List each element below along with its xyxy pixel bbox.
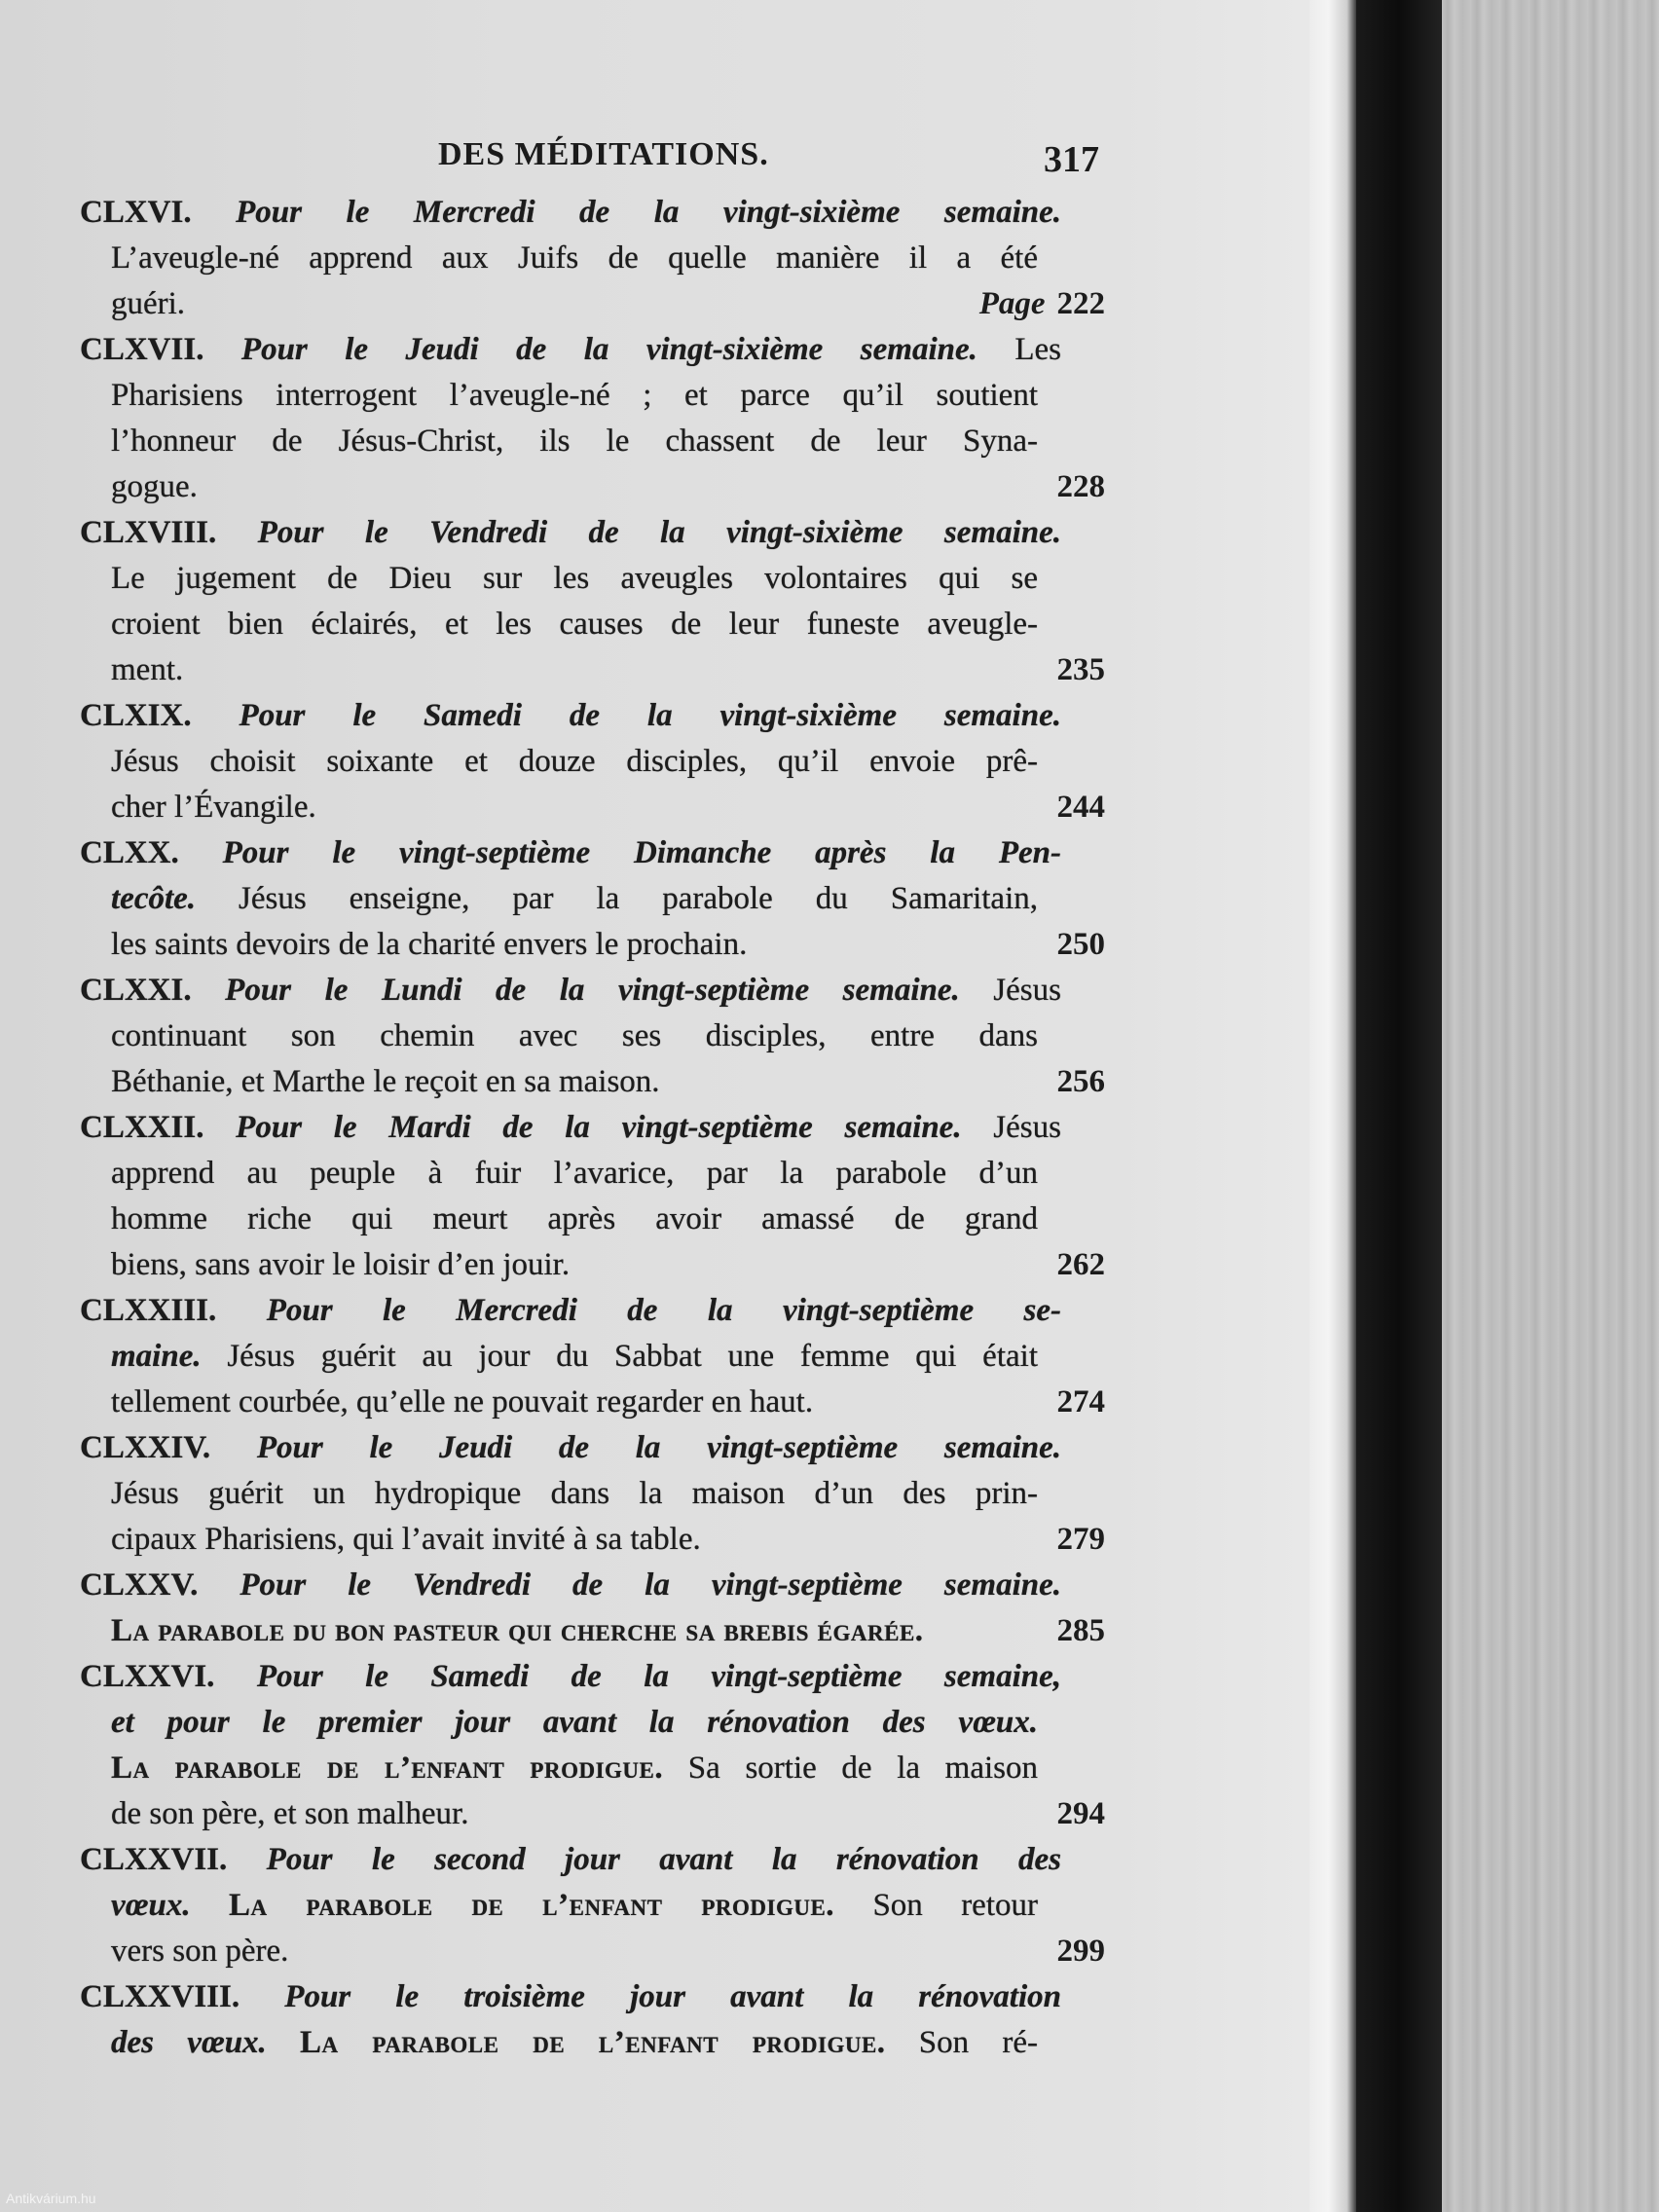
entry-text: tellement courbée, qu’elle ne pouvait regarder en haut. — [111, 1384, 814, 1419]
entry-page-ref — [1057, 1059, 1106, 1105]
entry-text-line — [111, 1197, 1038, 1242]
parable-title: La parabole de l’enfant prodigue. — [300, 2025, 886, 2060]
page-label: Page — [978, 286, 1046, 321]
entry-page-ref — [1057, 1608, 1106, 1654]
entry-heading-line — [80, 1105, 1061, 1151]
entry-text-line — [111, 1471, 1038, 1517]
wood-background — [1442, 0, 1659, 2212]
running-header — [0, 136, 1309, 185]
entry-day-title: Pour le Samedi de la vingt-septième semaine, — [256, 1659, 1061, 1694]
entry-number: CLXXV. — [80, 1567, 240, 1603]
entry-text-line — [111, 419, 1038, 464]
entry-text-line — [111, 1791, 1038, 1837]
watermark: Antikvárium.hu — [6, 2191, 96, 2206]
page-gutter — [1309, 0, 1356, 2212]
entry-day-title: Pour le Mardi de la vingt-septième semaine. — [236, 1110, 962, 1145]
entry-text-line — [111, 1517, 1038, 1563]
entry-text: Jésus — [961, 1110, 1061, 1145]
entry-text-line — [111, 1700, 1038, 1746]
entry-number: CLXVIII. — [80, 515, 258, 550]
entry-text-line — [111, 602, 1038, 647]
entry-page-ref — [1057, 785, 1106, 830]
entry-text-line — [111, 464, 1038, 510]
entry-number: CLXVI. — [80, 195, 237, 230]
entry-page-ref — [1057, 1517, 1106, 1563]
entry-page-ref — [1057, 647, 1106, 693]
entry-text: vers son père. — [111, 1934, 289, 1969]
parable-title: La parabole de l’enfant prodigue. — [111, 1751, 664, 1786]
entry-text: guéri. — [111, 286, 186, 321]
page-ref-number: 250 — [1056, 927, 1105, 962]
entry-page-ref — [1057, 1929, 1106, 1974]
entry-number: CLXXIV. — [80, 1430, 257, 1465]
parable-title: La parabole de l’enfant prodigue. — [228, 1888, 835, 1923]
entry-text: cher l’Évangile. — [111, 790, 316, 825]
page-ref-number: 294 — [1056, 1796, 1105, 1831]
entry-text: Sa sortie de la maison — [663, 1751, 1038, 1786]
entry-text-line — [111, 1014, 1038, 1059]
entry-page-ref — [979, 281, 1105, 327]
page-ref-number: 235 — [1056, 652, 1105, 687]
entry-text-line — [111, 373, 1038, 419]
entry-number: CLXVII. — [80, 332, 241, 367]
entry-heading-line — [80, 968, 1061, 1014]
entry-text: Jésus choisit soixante et douze disciples, qu’il envoie prê- — [111, 744, 1038, 779]
entry-heading-line — [80, 1837, 1061, 1883]
entry-text: Béthanie, et Marthe le reçoit en sa maison. — [111, 1064, 660, 1099]
page-ref-number: 244 — [1056, 790, 1105, 825]
entry-day-title: Pour le Lundi de la vingt-septième semaine. — [225, 973, 960, 1008]
entry-number: CLXIX. — [80, 698, 240, 733]
page-ref-number: 262 — [1056, 1247, 1105, 1282]
entry-text-line — [111, 1929, 1038, 1974]
entry-text: homme riche qui meurt après avoir amassé de grand — [111, 1201, 1038, 1236]
parable-title: La parabole du bon pasteur qui cherche sa brebis égarée. — [111, 1613, 924, 1648]
entry-text: de son père, et son malheur. — [111, 1796, 469, 1831]
entry-text: continuant son chemin avec ses disciples, entre dans — [111, 1018, 1038, 1053]
entry-day-title: des vœux. — [111, 2025, 301, 2060]
entry-text: Jésus guérit au jour du Sabbat une femme qui était — [201, 1339, 1038, 1374]
entry-number: CLXXVI. — [80, 1659, 257, 1694]
page-ref-number: 279 — [1056, 1522, 1105, 1557]
entry-heading-line — [80, 327, 1061, 373]
entry-day-title: Pour le Vendredi de la vingt-septième semaine. — [240, 1567, 1062, 1603]
page-ref-number: 285 — [1056, 1613, 1105, 1648]
entry-day-title: Pour le Jeudi de la vingt-sixième semaine. — [240, 332, 977, 367]
page-ref-number: 222 — [1056, 286, 1105, 321]
entry-page-ref — [1057, 1380, 1106, 1425]
entry-text: apprend au peuple à fuir l’avarice, par la parabole d’un — [111, 1156, 1038, 1191]
entry-text: Jésus — [959, 973, 1061, 1008]
entry-heading-line — [80, 1288, 1061, 1334]
entry-text: Jésus enseigne, par la parabole du Samaritain, — [196, 881, 1038, 916]
entry-heading-line — [80, 190, 1061, 236]
entry-day-title: Pour le Vendredi de la vingt-sixième semaine. — [257, 515, 1061, 550]
entry-heading-line — [80, 830, 1061, 876]
entry-text: biens, sans avoir le loisir d’en jouir. — [111, 1247, 571, 1282]
entry-day-title: maine. — [111, 1339, 202, 1374]
page-ref-number: 228 — [1056, 469, 1105, 504]
entry-text: Pharisiens interrogent l’aveugle-né ; et parce qu’il soutient — [111, 378, 1038, 413]
entry-day-title: Pour le troisième jour avant la rénovation — [284, 1979, 1061, 2014]
entry-page-ref — [1057, 464, 1106, 510]
entry-text-line — [111, 922, 1038, 968]
entry-text-line — [111, 1242, 1038, 1288]
entry-text: l’honneur de Jésus-Christ, ils le chassent de leur Syna- — [111, 424, 1038, 459]
entry-number: CLXXIII. — [80, 1293, 267, 1328]
page-ref-number: 299 — [1056, 1934, 1105, 1969]
entry-text-line — [111, 556, 1038, 602]
entry-text: Le jugement de Dieu sur les aveugles volontaires qui se — [111, 561, 1038, 596]
entry-text-line — [111, 2020, 1038, 2066]
entry-day-title: Pour le Jeudi de la vingt-septième semaine. — [256, 1430, 1061, 1465]
book-edge-band — [1356, 0, 1442, 2212]
entry-number: CLXXII. — [80, 1110, 237, 1145]
entry-text: Jésus guérit un hydropique dans la maison d’un des prin- — [111, 1476, 1038, 1511]
entry-number: CLXX. — [80, 835, 223, 870]
entry-text-line — [111, 1380, 1038, 1425]
entry-day-title: Pour le second jour avant la rénovation des — [266, 1842, 1061, 1877]
entry-number: CLXXVIII. — [80, 1979, 285, 2014]
entry-heading-line — [80, 1974, 1061, 2020]
page-ref-number: 274 — [1056, 1384, 1105, 1419]
entry-text: Son ré- — [885, 2025, 1038, 2060]
entry-text: les saints devoirs de la charité envers le prochain. — [111, 927, 748, 962]
entry-day-title: Pour le Mercredi de la vingt-septième se- — [266, 1293, 1061, 1328]
entry-text-line — [111, 785, 1038, 830]
entry-text: cipaux Pharisiens, qui l’avait invité à sa table. — [111, 1522, 701, 1557]
page-number: 317 — [1044, 139, 1099, 180]
entry-text: L’aveugle-né apprend aux Juifs de quelle manière il a été — [111, 240, 1038, 276]
entry-day-title: Pour le vingt-septième Dimanche après la Pen- — [222, 835, 1061, 870]
entry-text-line — [111, 281, 1038, 327]
entry-text-line — [111, 1746, 1038, 1791]
entry-heading-line — [80, 510, 1061, 556]
entry-day-title: et pour le premier jour avant la rénovation des vœux. — [111, 1705, 1038, 1740]
entry-text-line — [111, 739, 1038, 785]
entry-text-line — [111, 1059, 1038, 1105]
entry-text: ment. — [111, 652, 184, 687]
entry-text: croient bien éclairés, et les causes de leur funeste aveugle- — [111, 607, 1038, 642]
entry-heading-line — [80, 1563, 1061, 1608]
entry-text-line — [111, 1608, 1038, 1654]
entry-number: CLXXVII. — [80, 1842, 267, 1877]
entry-text-line — [111, 236, 1038, 281]
entry-day-title: vœux. — [111, 1888, 229, 1923]
entry-page-ref — [1057, 922, 1106, 968]
entry-text-line — [111, 647, 1038, 693]
entry-day-title: tecôte. — [111, 881, 197, 916]
entry-text: Les — [977, 332, 1061, 367]
entry-text-line — [111, 876, 1038, 922]
page-ref-number: 256 — [1056, 1064, 1105, 1099]
entry-page-ref — [1057, 1242, 1106, 1288]
entry-day-title: Pour le Samedi de la vingt-sixième semaine. — [239, 698, 1061, 733]
entry-text-line — [111, 1334, 1038, 1380]
entry-number: CLXXI. — [80, 973, 226, 1008]
entry-text: Son retour — [834, 1888, 1038, 1923]
entry-text-line — [111, 1151, 1038, 1197]
entry-text: gogue. — [111, 469, 198, 504]
entry-page-ref — [1057, 1791, 1106, 1837]
entry-text-line — [111, 1883, 1038, 1929]
running-title: DES MÉDITATIONS. — [438, 136, 769, 172]
entry-heading-line — [80, 1654, 1061, 1700]
entry-day-title: Pour le Mercredi de la vingt-sixième semaine. — [236, 195, 1061, 230]
entry-heading-line — [80, 1425, 1061, 1471]
entry-heading-line — [80, 693, 1061, 739]
